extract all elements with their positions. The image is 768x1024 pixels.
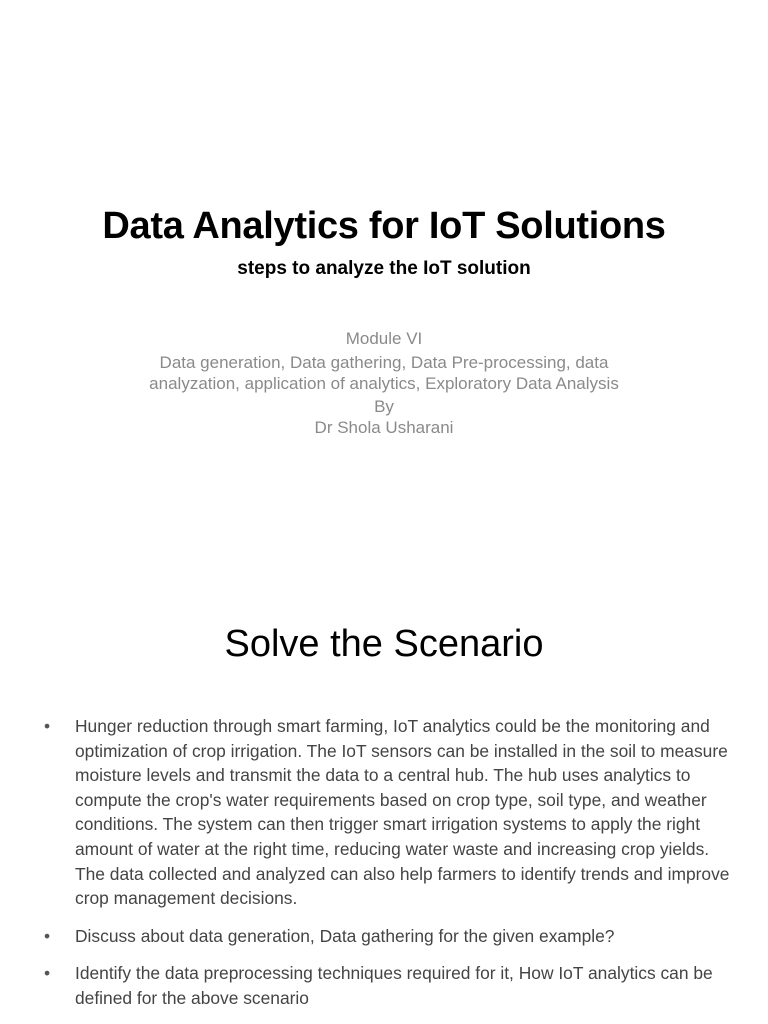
- slide-info: [124, 328, 644, 438]
- bullet-item: [40, 961, 730, 1010]
- bullet-item: [40, 714, 730, 911]
- bullet-item: [40, 924, 730, 949]
- by-label: By: [374, 397, 394, 416]
- module-label: Module VI: [345, 329, 423, 348]
- bullet-text: Hunger reduction through smart farming, IoT analytics could be the monitoring and optimization of crop irrigation. The IoT sensors can be installed in the soil to measure moisture levels and transmit the data to a central hub. The hub uses analytics to compute the crop's water requirements based on crop type, soil type, and weather conditions. The system can then trigger smart irrigation systems to apply the right amount of water at the right time, reducing water waste and increasing crop yields. The data collected and analyzed can also help farmers to identify trends and improve crop management decisions.: [75, 716, 730, 909]
- bullet-dot-icon: •: [44, 963, 51, 984]
- bullet-dot-icon: •: [44, 716, 51, 736]
- bullet-dot-icon: •: [44, 925, 51, 946]
- scenario-title: Solve the Scenario: [224, 623, 544, 665]
- bullet-text: Identify the data preprocessing techniques required for it, How IoT analytics can be defined for the above scenario: [75, 963, 713, 1008]
- author-name: Dr Shola Usharani: [314, 418, 454, 437]
- scenario-bullet-list: [40, 714, 730, 1024]
- slide-title: Data Analytics for IoT Solutions: [102, 205, 666, 247]
- module-topics: Data generation, Data gathering, Data Pre-processing, data analyzation, application of analytics, Exploratory Data Analysis: [149, 353, 619, 393]
- bullet-text: Discuss about data generation, Data gathering for the given example?: [75, 925, 615, 946]
- scenario-slide: [0, 576, 768, 1024]
- slide-subtitle: steps to analyze the IoT solution: [237, 258, 531, 279]
